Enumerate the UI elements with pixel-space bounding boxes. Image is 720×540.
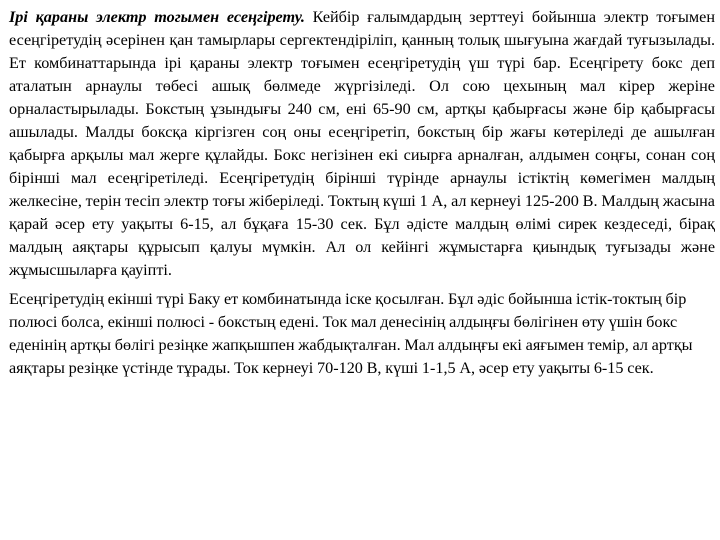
paragraph-body: Есеңгіретудің екінші түрі Баку ет комбинатында іске қосылған. Бұл әдіс бойынша істік-токтың бір полюсі болса, екінші полюсі - бокстың едені. Ток мал денесінің алдыңғы бөлігінен өту үшін бокс еденінің артқы бөлігі резіңке жапқышпен жабдықталған. Мал алдыңғы екі аяғымен темір, ал артқы аяқтары резіңке үстінде тұрады. Ток кернеуі 70-120 В, күші 1-1,5 А, әсер ету уақыты 6-15 сек.	[9, 290, 693, 377]
paragraph-body: Кейбір ғалымдардың зерттеуі бойынша электр тоғымен есеңгіретудің әсерінен қан тамырлары сергектендіріліп, қанның толық шығуына жағдай туғызылады. Ет комбинаттарында ірі қараны электр тоғымен есеңгіретудің үш түрі бар. Есеңгірету бокс деп аталатын арнаулы төбесі ашық бөлмеде жүргізіледі. Ол сою цехының мал кірер жеріне орналастырылады. Бокстың ұзындығы 240 см, ені 65-90 см, артқы қабырғасы және бір қабырғасы ашылады. Малды боксқа кіргізген соң оны есеңгіретіп, бокстың бір жағы көтеріледі де ашылған қабырға арқылы мал жерге құлайды. Бокс негізінен екі сиырға арналған, алдымен соңғы, сонан соң бірінші мал есеңгіретіледі. Есеңгіретудің бірінші түрінде арнаулы істіктің көмегімен малдың желкесіне, терін тесіп электр тоғы жіберіледі. Токтың күші 1 А, ал кернеуі 125-200 В. Малдың жасына қарай әсер ету уақыты 6-15, ал бұқаға 15-30 сек. Бұл әдісте малдың өлімі сирек кездеседі, бірақ малдың аяқтары құрысып қалуы мүмкін. Ал ол кейінгі жұмыстарға қиындық туғызады және жұмысшыларға қауіпті.	[9, 8, 715, 279]
paragraph-lead-heading: Ірі қараны электр тогымен есеңгірету.	[9, 8, 305, 26]
paragraph-electric-stunning	[9, 0, 715, 282]
paragraph-second-method	[9, 288, 715, 380]
